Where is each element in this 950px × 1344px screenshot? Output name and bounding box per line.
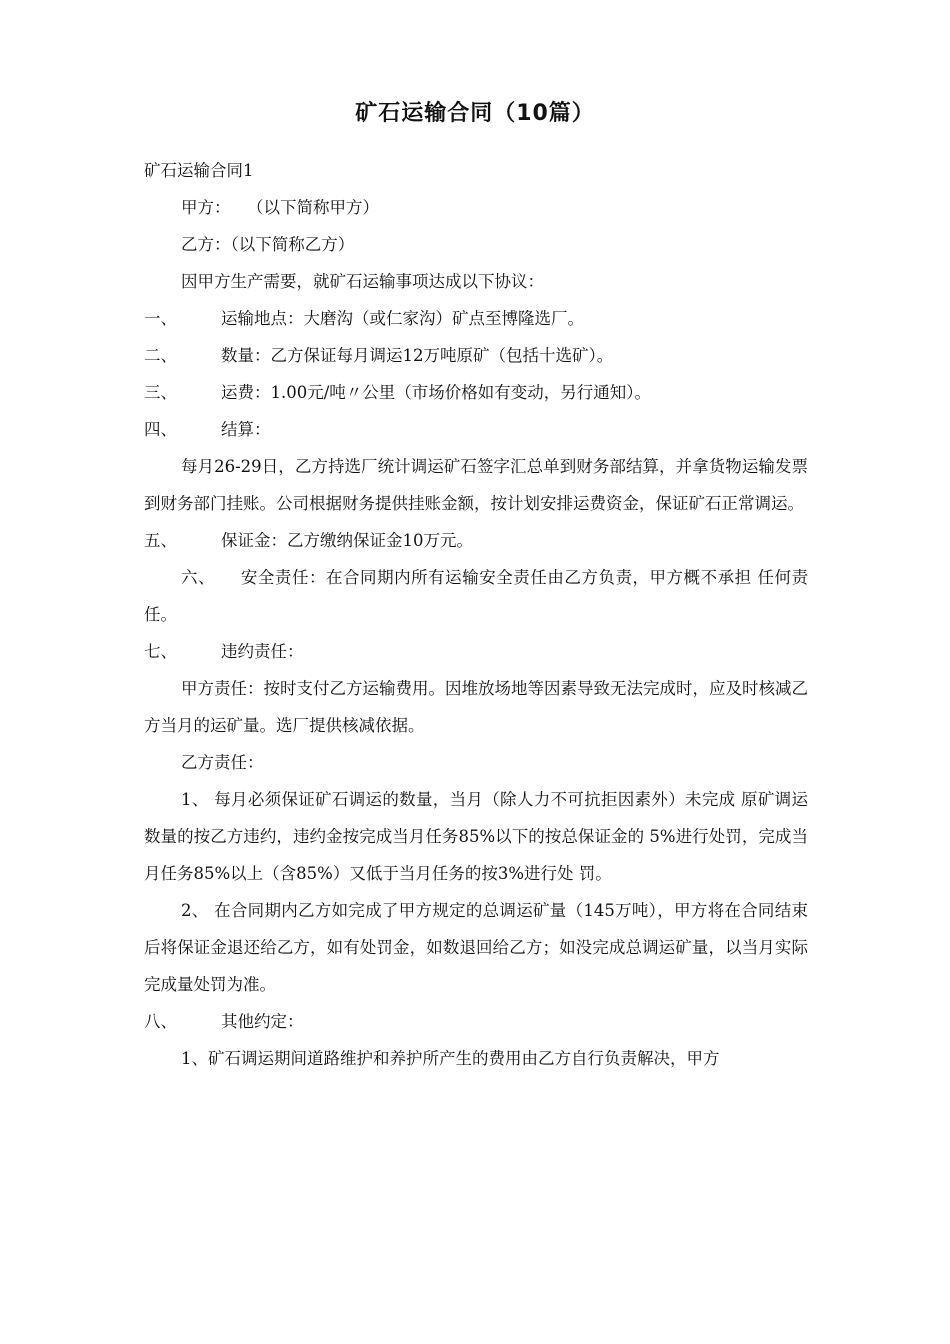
party-a-line: 甲方： （以下简称甲方） bbox=[181, 198, 379, 217]
clause-number: 三、 bbox=[144, 383, 177, 402]
clause-4 bbox=[144, 411, 808, 448]
clause-number: 八、 bbox=[144, 1012, 177, 1031]
clause-text: 运费：1.00元/吨〃公里（市场价格如有变动，另行通知）。 bbox=[221, 383, 652, 402]
intro-paragraph: 因甲方生产需要，就矿石运输事项达成以下协议： bbox=[181, 272, 544, 291]
clause-text: 违约责任： bbox=[221, 642, 304, 661]
clause-8 bbox=[144, 1003, 808, 1040]
party-b-duty-2: 2、 在合同期内乙方如完成了甲方规定的总调运矿量（145万吨），甲方将在合同结束后将保证金退还给乙方，如有处罚金，如数退回给乙方；如没完成总调运矿量，以当月实际完成量处罚为准。 bbox=[144, 901, 808, 994]
clause-text: 保证金：乙方缴纳保证金10万元。 bbox=[221, 531, 473, 550]
clause-text: 运输地点：大磨沟（或仁家沟）矿点至博隆选厂。 bbox=[221, 309, 584, 328]
clause-number: 五、 bbox=[144, 531, 177, 550]
clause-number: 七、 bbox=[144, 642, 177, 661]
party-b-line: 乙方：（以下简称乙方） bbox=[181, 235, 355, 254]
party-b-duty-1: 1、 每月必须保证矿石调运的数量，当月（除人力不可抗拒因素外）未完成 原矿调运数量的按乙方违约，违约金按完成当月任务85%以下的按总保证金的 5%进行处罚，完成当月任务85%以上（含85%）又低于当月任务的按3%进行处 罚。 bbox=[144, 790, 808, 883]
document-body bbox=[144, 152, 808, 1077]
party-b-duty-label: 乙方责任： bbox=[181, 753, 264, 772]
clause-3 bbox=[144, 374, 808, 411]
clause-5 bbox=[144, 522, 808, 559]
party-a-duty-paragraph: 甲方责任：按时支付乙方运输费用。因堆放场地等因素导致无法完成时，应及时核减乙方当月的运矿量。选厂提供核减依据。 bbox=[144, 679, 808, 735]
document-title: 矿石运输合同（10篇） bbox=[355, 101, 595, 126]
clause-number: 一、 bbox=[144, 309, 177, 328]
clause-text: 其他约定： bbox=[221, 1012, 304, 1031]
clause-6: 六、 安全责任：在合同期内所有运输安全责任由乙方负责，甲方概不承担 任何责任。 bbox=[144, 568, 808, 624]
clause-text: 结算： bbox=[221, 420, 271, 439]
contract-subtitle: 矿石运输合同1 bbox=[144, 161, 254, 180]
other-terms-1: 1、矿石调运期间道路维护和养护所产生的费用由乙方自行负责解决，甲方 bbox=[181, 1049, 720, 1068]
clause-1 bbox=[144, 300, 808, 337]
clause-7 bbox=[144, 633, 808, 670]
clause-2 bbox=[144, 337, 808, 374]
clause-number: 二、 bbox=[144, 346, 177, 365]
clause-text: 数量：乙方保证每月调运12万吨原矿（包括十选矿）。 bbox=[221, 346, 614, 365]
settlement-paragraph: 每月26-29日，乙方持选厂统计调运矿石签字汇总单到财务部结算，并拿货物运输发票到财务部门挂账。公司根据财务提供挂账金额，按计划安排运费资金，保证矿石正常调运。 bbox=[144, 457, 808, 513]
clause-number: 四、 bbox=[144, 420, 177, 439]
